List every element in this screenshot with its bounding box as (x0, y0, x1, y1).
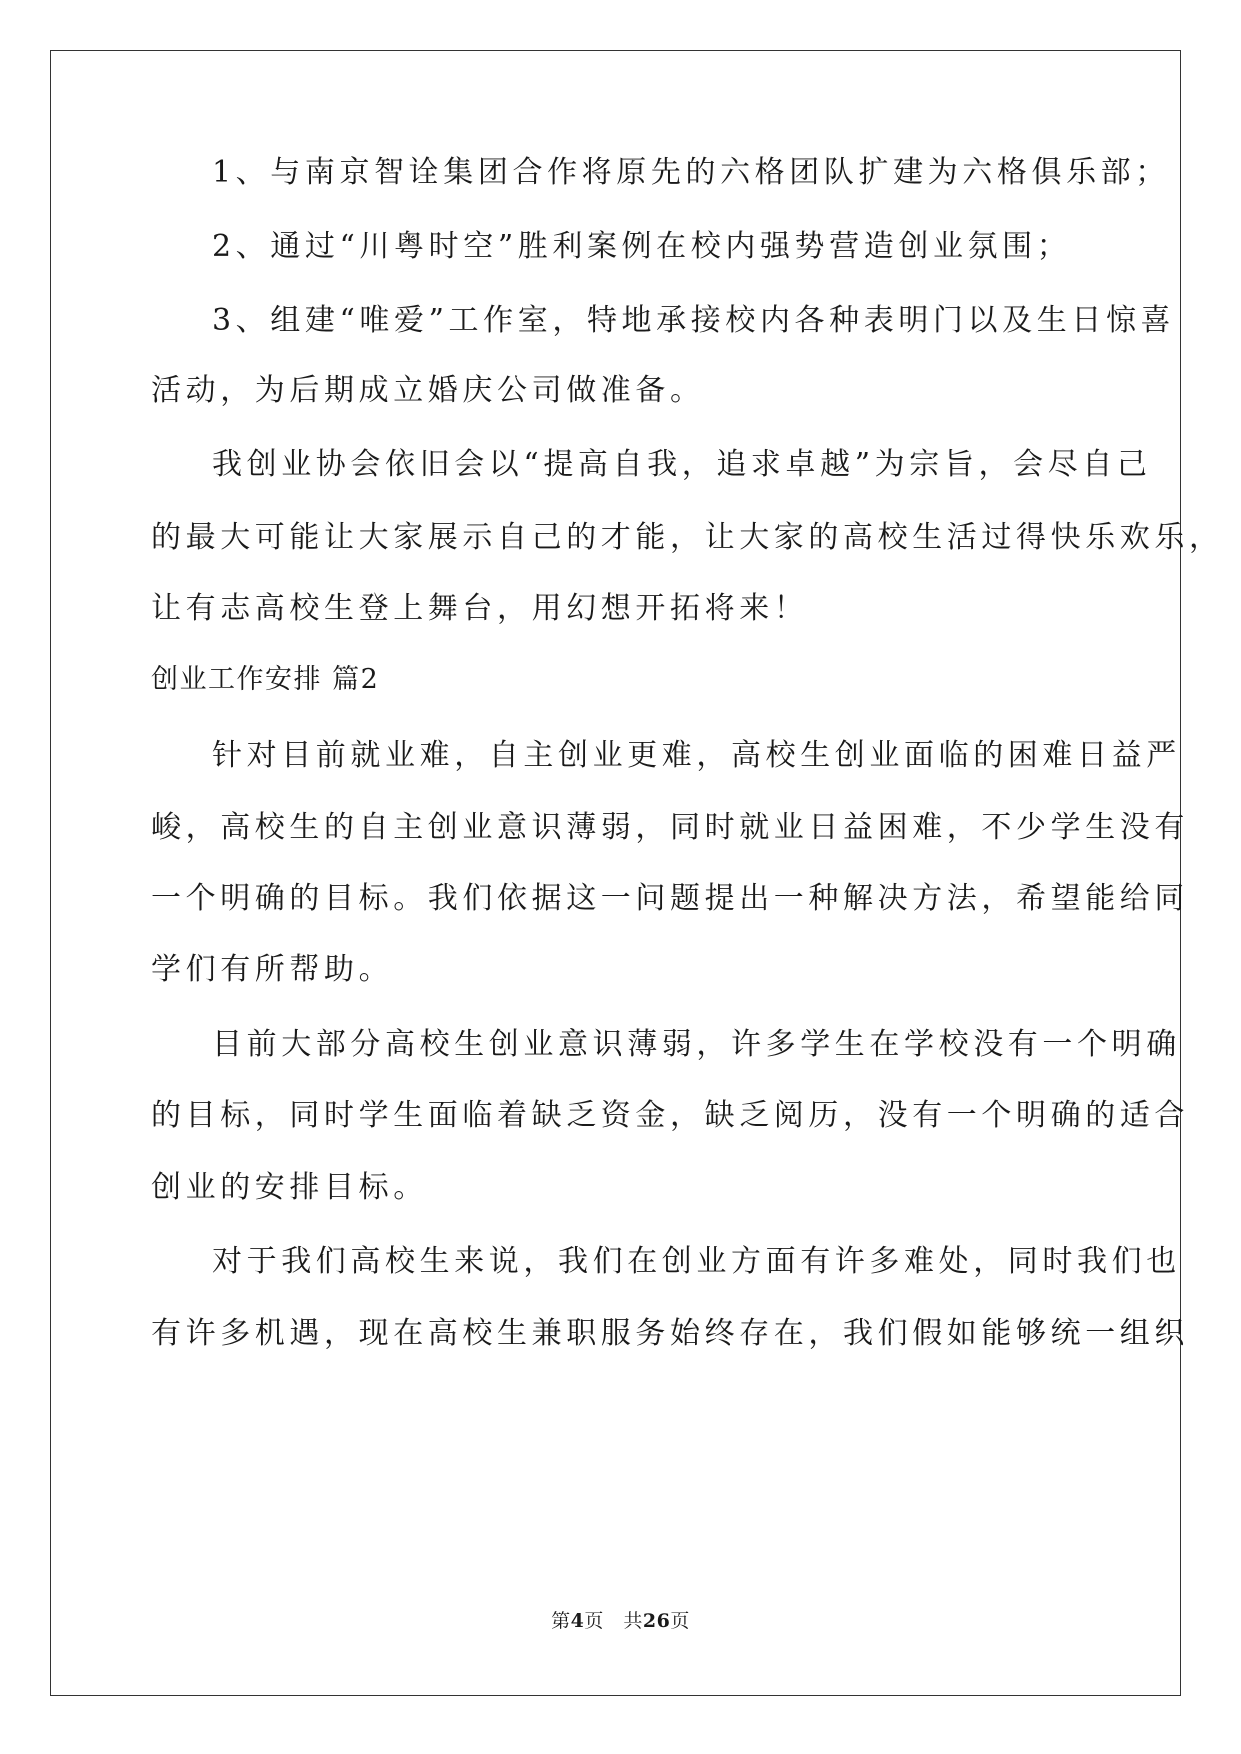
paragraph-line: 1、与南京智诠集团合作将原先的六格团队扩建为六格俱乐部； (212, 155, 1170, 190)
total-page-count: 26 (642, 1610, 671, 1632)
paragraph-line: 3、组建“唯爱”工作室，特地承接校内各种表明门以及生日惊喜 (212, 303, 1176, 338)
paragraph-line: 创业的安排目标。 (151, 1170, 428, 1205)
paragraph-line: 活动，为后期成立婚庆公司做准备。 (151, 373, 705, 408)
paragraph-line: 我创业协会依旧会以“提高自我，追求卓越”为宗旨，会尽自己 (212, 447, 1152, 482)
paragraph-line: 让有志高校生登上舞台，用幻想开拓将来！ (151, 591, 809, 626)
paragraph-line: 针对目前就业难，自主创业更难，高校生创业面临的困难日益严 (212, 738, 1181, 773)
paragraph-line: 一个明确的目标。我们依据这一问题提出一种解决方法，希望能给同 (151, 881, 1189, 916)
page-border (50, 50, 1181, 1696)
footer-middle: 页 共 (584, 1610, 643, 1632)
current-page-number: 4 (570, 1610, 585, 1632)
section-heading: 创业工作安排 篇2 (151, 664, 380, 695)
paragraph-line: 目前大部分高校生创业意识薄弱，许多学生在学校没有一个明确 (212, 1027, 1181, 1062)
paragraph-line: 的目标，同时学生面临着缺乏资金，缺乏阅历，没有一个明确的适合 (151, 1098, 1189, 1133)
paragraph-line: 2、通过“川粤时空”胜利案例在校内强势营造创业氛围； (212, 229, 1072, 264)
paragraph-line: 对于我们高校生来说，我们在创业方面有许多难处，同时我们也 (212, 1244, 1181, 1279)
paragraph-line: 峻，高校生的自主创业意识薄弱，同时就业日益困难，不少学生没有 (151, 810, 1189, 845)
footer-prefix: 第 (551, 1610, 571, 1632)
footer-suffix: 页 (670, 1610, 690, 1632)
paragraph-line: 学们有所帮助。 (151, 952, 394, 987)
page-footer (0, 1609, 1241, 1633)
paragraph-line: 有许多机遇，现在高校生兼职服务始终存在，我们假如能够统一组织 (151, 1316, 1189, 1351)
paragraph-line: 的最大可能让大家展示自己的才能，让大家的高校生活过得快乐欢乐， (151, 520, 1224, 555)
